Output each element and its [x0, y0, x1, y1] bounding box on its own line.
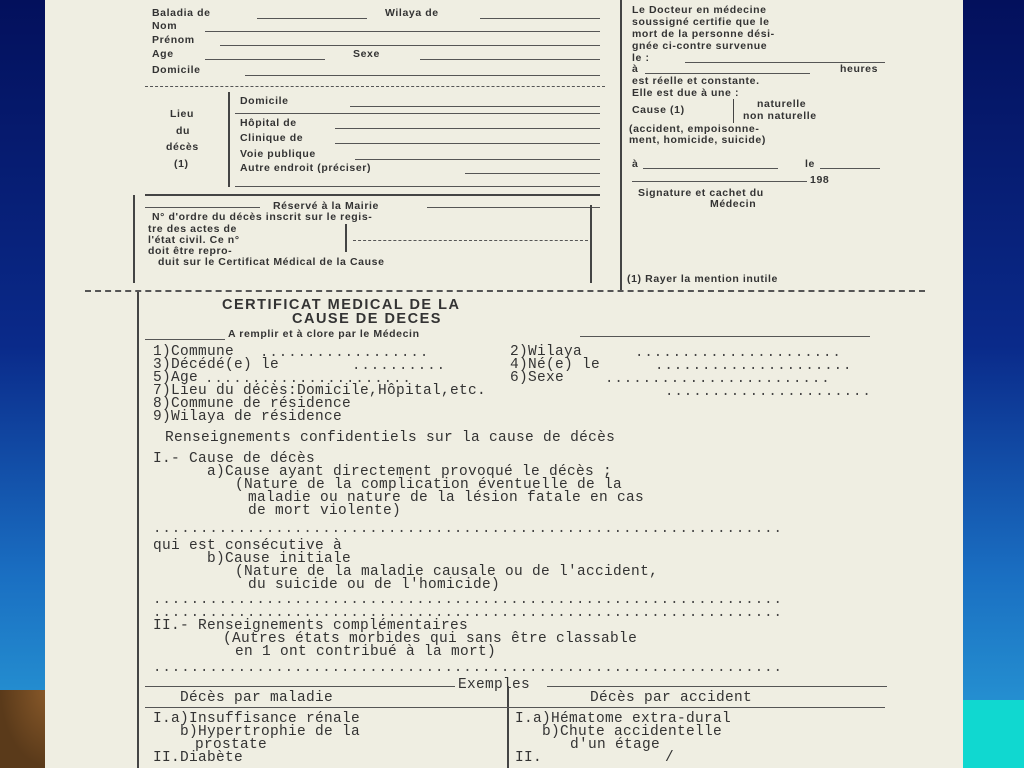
example-maladie-3: prostate [195, 737, 268, 753]
lieu-option-autre: Autre endroit (préciser) [240, 162, 372, 174]
field-commune: 1)Commune [153, 344, 235, 360]
mairie-line-1: N° d'ordre du décès inscrit sur le regis- [152, 211, 373, 223]
right-line-11: ment, homicide, suicide) [629, 134, 766, 146]
field-age: 5)Age [153, 370, 199, 386]
field-commune-residence: 8)Commune de résidence [153, 396, 352, 412]
consecutive-label: qui est consécutive à [153, 538, 343, 554]
baladia-label: Baladia de [152, 7, 211, 19]
right-line-16: Médecin [710, 198, 757, 210]
right-line-15: Signature et cachet du [638, 187, 764, 199]
lieu-label-1: Lieu [170, 108, 194, 120]
example-accident-4: II. [515, 750, 543, 766]
field-lieu-deces: 7)Lieu du décès:Domicile,Hôpital,etc. [153, 383, 487, 399]
lieu-label-4: (1) [174, 158, 189, 170]
wilaya-label: Wilaya de [385, 7, 439, 19]
right-line-12: à [632, 158, 639, 170]
field-sexe: 6)Sexe [510, 370, 565, 386]
section-1-title: I.- Cause de décès [153, 451, 316, 467]
section-2-note-2: en 1 ont contribué à la mort) [235, 644, 497, 660]
sexe-label: Sexe [353, 48, 380, 60]
field-decede: 3)Décédé(e) le [153, 357, 280, 373]
mairie-line-3: l'état civil. Ce n° [148, 234, 240, 246]
examples-heading: Exemples [458, 677, 531, 693]
right-line-6: à [632, 63, 639, 75]
lieu-option-hopital: Hôpital de [240, 117, 297, 129]
section-2-title: II.- Renseignements complémentaires [153, 618, 469, 634]
certificate-document: Baladia de Wilaya de Nom Prénom Age Sexe Domicile Lieu du décès (1) Domicile Hôpital de Clinique de Voie publique Autre endroit (préciser) Réservé à la Mairie N° d'ordre du décès inscrit sur le regis- tre des actes de l'état civil. Ce n° doit être repro- duit sur le Certificat Médical de la Cause Le Docteur en médecine soussigné certifie que le mort de la personne dési- gnée ci-contre survenue le : à heures est réelle et constante. Elle est due à une : Cause (1) naturelle non naturelle (accident, empoisonne- ment, homicide, suicide) à le 198 Signature et cachet du Médecin (1) Rayer la mention inutile CERTIFICAT MEDICAL DE LA CAUSE DE DECES A remplir et à clore par le Médecin 1)Commune .................. 2)Wilaya ...................... 3)Décédé(e) le .......... 4)Né(e) le ..................... 5)Age ...................... 6)Sexe ........................ 7)Lieu du décès:Domicile,Hôpital,etc. ...................... 8)Commune de résidence 9)Wilaya de résidence Renseignements confidentiels sur la cause de décès I.- Cause de décès a)Cause ayant directement provoqué le décès ; (Nature de la complication éventuelle de la maladie ou nature de la lésion fatale en cas de mort violente) ................................................................... qui est consécutive à b)Cause initiale (Nature de la maladie causale ou de l'accident, du suicide ou de l'homicide) ................................................................... ................................................................... II.- Renseignements complémentaires (Autres états morbides qui sans être classable en 1 ont contribué à la mort) ................................................................... Exemples Décès par maladie Décès par accident I.a)Insuffisance rénale b)Hypertrophie de la prostate II.Diabète I.a)Hématome extra-dural b)Chute accidentelle d'un étage II. / [45, 0, 963, 768]
section-1a-note-2: maladie ou nature de la lésion fatale en cas [248, 490, 645, 506]
example-accident-2: b)Chute accidentelle [542, 724, 723, 740]
section-1b: b)Cause initiale [207, 551, 352, 567]
right-line-3: mort de la personne dési- [632, 28, 775, 40]
mairie-line-4: doit être repro- [148, 245, 233, 257]
mairie-title: Réservé à la Mairie [273, 200, 379, 212]
right-line-5: le : [632, 52, 650, 64]
field-wilaya: 2)Wilaya [510, 344, 583, 360]
cert-title-1: CERTIFICAT MEDICAL DE LA [222, 297, 461, 313]
mairie-number-box [345, 224, 592, 252]
right-footnote: (1) Rayer la mention inutile [627, 273, 778, 285]
example-accident-3: d'un étage [570, 737, 661, 753]
example-maladie-4: II.Diabète [153, 750, 244, 766]
nom-label: Nom [152, 20, 178, 32]
lieu-label-3: décès [166, 141, 199, 153]
mairie-line-5: duit sur le Certificat Médical de la Cause [158, 256, 385, 268]
background-shape-left [0, 690, 50, 768]
right-line-2: soussigné certifie que le [632, 16, 770, 28]
section-1b-note-2: du suicide ou de l'homicide) [248, 577, 501, 593]
right-year: 198 [810, 174, 830, 186]
example-maladie-1: I.a)Insuffisance rénale [153, 711, 361, 727]
lieu-label-2: du [176, 125, 191, 137]
section-1a-note-3: de mort violente) [248, 503, 402, 519]
domicile-label: Domicile [152, 64, 201, 76]
mairie-line-2: tre des actes de [148, 223, 237, 235]
section-1a: a)Cause ayant directement provoqué le décès ; [207, 464, 613, 480]
right-line-10: (accident, empoisonne- [629, 123, 760, 135]
lieu-option-clinique: Clinique de [240, 132, 304, 144]
section-1b-note-1: (Nature de la maladie causale ou de l'accident, [235, 564, 659, 580]
background-shape-right [963, 700, 1024, 768]
right-line-1: Le Docteur en médecine [632, 4, 767, 16]
right-line-8: Elle est due à une : [632, 87, 740, 99]
lieu-option-voie: Voie publique [240, 148, 316, 160]
cert-title-2: CAUSE DE DECES [292, 311, 442, 327]
examples-col2-header: Décès par accident [590, 690, 753, 706]
field-wilaya-residence: 9)Wilaya de résidence [153, 409, 343, 425]
right-line-7: est réelle et constante. [632, 75, 760, 87]
right-line-4: gnée ci-contre survenue [632, 40, 768, 52]
lieu-option-domicile: Domicile [240, 95, 289, 107]
examples-col1-header: Décès par maladie [180, 690, 334, 706]
age-label: Age [152, 48, 174, 60]
right-non-naturelle: non naturelle [743, 110, 817, 122]
example-accident-1: I.a)Hématome extra-dural [515, 711, 732, 727]
cert-subtitle: A remplir et à clore par le Médecin [228, 328, 420, 340]
example-maladie-2: b)Hypertrophie de la [180, 724, 361, 740]
right-naturelle: naturelle [757, 98, 807, 110]
right-le: le [805, 158, 815, 170]
right-cause-label: Cause (1) [632, 104, 685, 116]
section-2-note-1: (Autres états morbides qui sans être classable [223, 631, 638, 647]
section-1a-note-1: (Nature de la complication éventuelle de la [235, 477, 623, 493]
confidential-heading: Renseignements confidentiels sur la cause de décès [165, 430, 616, 446]
field-ne: 4)Né(e) le [510, 357, 601, 373]
prenom-label: Prénom [152, 34, 195, 46]
right-heures: heures [840, 63, 879, 75]
